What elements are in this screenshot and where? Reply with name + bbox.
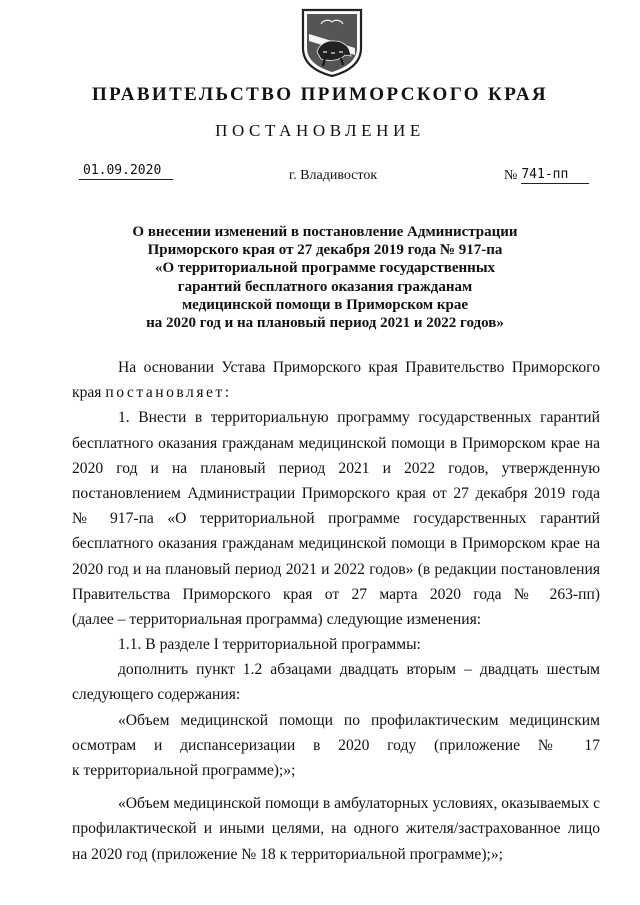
paragraph-line: «Объем медицинской помощи по профилактическим медицинским (118, 711, 600, 729)
paragraph-line: бесплатного оказания гражданам медицинской помощи в Приморском крае на (72, 535, 600, 553)
paragraph-line: «Объем медицинской помощи в амбулаторных условиях, оказываемых с (118, 795, 600, 813)
coat-of-arms-icon (301, 8, 363, 78)
document-city: г. Владивосток (289, 168, 378, 183)
preamble-line (72, 380, 600, 405)
paragraph-line: на 2020 год (приложение № 18 к территориальной программе);»; (72, 845, 503, 863)
subject-line: медицинской помощи в Приморском крае (181, 296, 469, 313)
document-body (72, 355, 600, 867)
paragraph-line: 2020 год и на плановый период 2021 и 2022 годов, утвержденную (72, 459, 600, 477)
preamble-text: края (72, 384, 106, 402)
paragraph-line: № 917-па «О территориальной программе государственных гарантий (72, 510, 600, 528)
subject-line: на 2020 год и на плановый период 2021 и 2022 годов» (146, 315, 504, 332)
subject-line: гарантий бесплатного оказания гражданам (177, 278, 473, 295)
paragraph-line: 1. Внести в территориальную программу государственных гарантий (118, 409, 600, 427)
document-number (504, 165, 589, 184)
resolves-word: постановляет: (105, 384, 232, 402)
subject-line: Приморского края от 27 декабря 2019 года № 917-па (147, 242, 503, 259)
document-number-value: 741-пп (521, 167, 589, 184)
government-title: ПРАВИТЕЛЬСТВО ПРИМОРСКОГО КРАЯ (91, 84, 549, 105)
document-type-heading: ПОСТАНОВЛЕНИЕ (215, 121, 425, 140)
paragraph-line: к территориальной программе);»; (72, 762, 296, 779)
paragraph-line: 2020 год и на плановый период 2021 и 2022 годов» (в редакции постановления (72, 560, 600, 578)
paragraph-gap (72, 783, 600, 791)
paragraph-line: (далее – территориальная программа) следующие изменения: (72, 610, 482, 628)
paragraph-line: бесплатного оказания гражданам медицинской помощи в Приморском крае на (72, 434, 600, 452)
paragraph-line: профилактической и иными целями, на одного жителя/застрахованное лицо (72, 820, 600, 838)
paragraph-line: дополнить пункт 1.2 абзацами двадцать вторым – двадцать шестым (118, 661, 600, 679)
document-subject (110, 223, 540, 332)
paragraph-line: постановлением Администрации Приморского края от 27 декабря 2019 года (72, 484, 600, 502)
number-sign: № (504, 168, 518, 183)
subject-line: «О территориальной программе государственных (154, 260, 496, 277)
paragraph-line: осмотрам и диспансеризации в 2020 году (приложение № 17 (72, 736, 600, 754)
paragraph-line: 1.1. В разделе I территориальной программы: (118, 636, 421, 654)
paragraph-line: следующего содержания: (72, 686, 241, 704)
subject-line: О внесении изменений в постановление Администрации (132, 224, 518, 240)
preamble-line: На основании Устава Приморского края Правительство Приморского (118, 359, 600, 376)
document-date: 01.09.2020 (79, 163, 173, 180)
paragraph-line: Правительства Приморского края от 27 марта 2020 года № 263-пп) (72, 585, 600, 603)
